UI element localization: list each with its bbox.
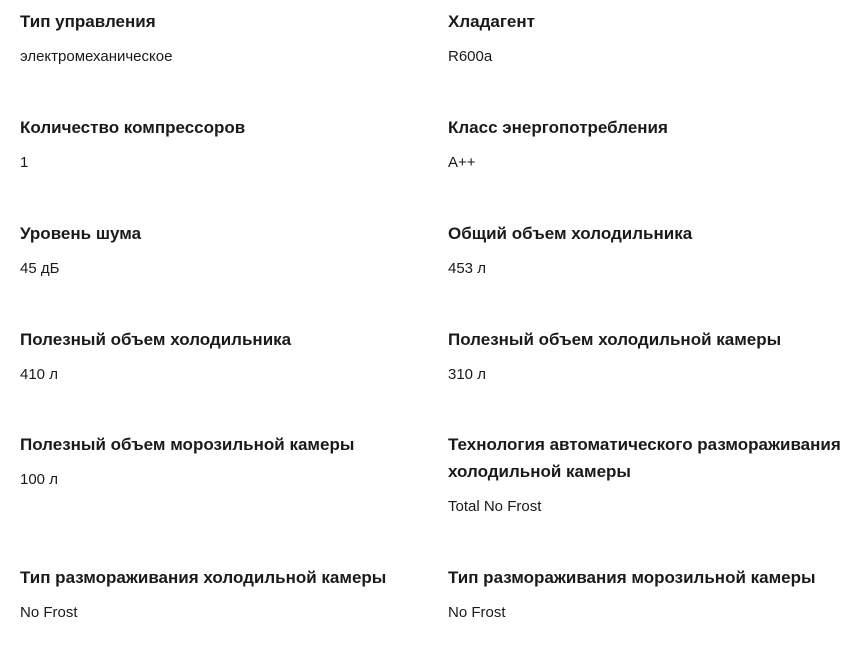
spec-value: A++	[448, 154, 476, 171]
spec-label: Хладагент	[448, 12, 535, 31]
spec-label: Количество компрессоров	[20, 118, 246, 137]
spec-value: 1	[20, 154, 29, 171]
spec-item-compressor-count	[20, 106, 448, 173]
spec-row	[20, 318, 842, 385]
spec-row	[20, 556, 842, 623]
spec-label: Технология автоматического размораживания холодильной камеры	[448, 435, 841, 481]
spec-label: Уровень шума	[20, 224, 142, 243]
spec-label: Тип управления	[20, 12, 156, 31]
spec-item-auto-defrost-tech	[448, 423, 842, 517]
spec-item-total-volume	[448, 212, 842, 279]
spec-label: Тип размораживания холодильной камеры	[20, 568, 387, 587]
spec-value: 100 л	[20, 471, 58, 488]
spec-row	[20, 212, 842, 279]
spec-label: Тип размораживания морозильной камеры	[448, 568, 816, 587]
spec-value: 410 л	[20, 366, 58, 383]
spec-value: 453 л	[448, 260, 486, 277]
spec-value: электромеханическое	[20, 48, 173, 65]
spec-value: R600a	[448, 48, 493, 65]
spec-item-fridge-chamber-volume	[448, 318, 842, 385]
spec-value: 45 дБ	[20, 260, 60, 277]
spec-value: Total No Frost	[448, 498, 542, 515]
spec-item-control-type	[20, 0, 448, 67]
spec-value: No Frost	[20, 604, 78, 621]
spec-value: No Frost	[448, 604, 506, 621]
spec-item-noise-level	[20, 212, 448, 279]
spec-label: Полезный объем холодильной камеры	[448, 330, 782, 349]
spec-item-energy-class	[448, 106, 842, 173]
spec-item-useful-volume	[20, 318, 448, 385]
spec-row	[20, 423, 842, 517]
spec-row	[20, 0, 842, 67]
spec-item-fridge-defrost-type	[20, 556, 448, 623]
spec-item-refrigerant	[448, 0, 842, 67]
spec-item-freezer-volume	[20, 423, 448, 490]
spec-item-freezer-defrost-type	[448, 556, 842, 623]
spec-label: Полезный объем холодильника	[20, 330, 292, 349]
spec-label: Общий объем холодильника	[448, 224, 693, 243]
spec-row	[20, 106, 842, 173]
spec-label: Класс энергопотребления	[448, 118, 668, 137]
spec-value: 310 л	[448, 366, 486, 383]
spec-label: Полезный объем морозильной камеры	[20, 435, 355, 454]
